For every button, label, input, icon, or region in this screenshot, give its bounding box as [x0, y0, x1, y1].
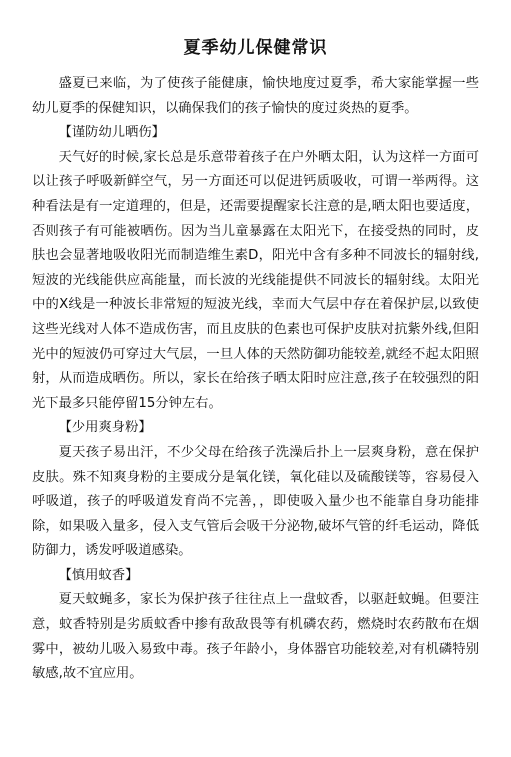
section-body: 天气好的时候,家长总是乐意带着孩子在户外晒太阳，认为这样一方面可以让孩子呼吸新鲜空气，另一方面还可以促进钙质吸收，可谓一举两得。这种看法是有一定道理的，但是，还需要提醒家长注意的是,晒太阳也要适度，否则孩子有可能被晒伤。因为当儿童暴露在太阳光下，在接受热的同时，皮肤也会显著地吸收阳光而制造维生素D，阳光中含有多种不同波长的辐射线,短波的光线能供应高能量，而长波的光线能提供不同波长的辐射线。太阳光中的X线是一种波长非常短的短波光线，幸而大气层中存在着保护层,以致使这些光线对人体不造成伤害，而且皮肤的色素也可保护皮肤对抗紫外线,但阳光中的短波仍可穿过大气层，一旦人体的天然防御功能较差,就经不起太阳照射，从而造成晒伤。所以，家长在给孩子晒太阳时应注意,孩子在较强烈的阳光下最多只能停留15分钟左右。	[32, 149, 479, 411]
section-sunburn	[32, 121, 479, 416]
section-body: 夏天蚊蝇多，家长为保护孩子往往点上一盘蚊香，以驱赶蚊蝇。但要注意，蚊香特别是劣质蚊香中掺有敌敌畏等有机磷农药，燃烧时农药散布在烟雾中，被幼儿吸入易致中毒。孩子年龄小，身体器官功能较差,对有机磷特别敏感,故不宜应用。	[32, 592, 479, 682]
intro-paragraph: 盛夏已来临，为了使孩子能健康，愉快地度过夏季，希大家能掌握一些幼儿夏季的保健知识，以确保我们的孩子愉快的度过炎热的夏季。	[32, 76, 479, 116]
section-body: 夏天孩子易出汗，不少父母在给孩子洗澡后扑上一层爽身粉，意在保护皮肤。殊不知爽身粉的主要成分是氧化镁，氧化硅以及硫酸镁等，容易侵入呼吸道，孩子的呼吸道发育尚不完善，，即使吸入量少也不能靠自身功能排除，如果吸入量多，侵入支气管后会吸干分泌物,破坏气管的纤毛运动，降低防御力，诱发呼吸道感染。	[32, 444, 479, 559]
section-powder	[32, 416, 479, 564]
section-heading: 【慎用蚊香】	[58, 567, 139, 583]
section-heading: 【谨防幼儿晒伤】	[58, 125, 165, 141]
document-title: 夏季幼儿保健常识	[183, 38, 328, 58]
section-mosquito-coil	[32, 564, 479, 687]
section-heading: 【少用爽身粉】	[58, 420, 152, 436]
